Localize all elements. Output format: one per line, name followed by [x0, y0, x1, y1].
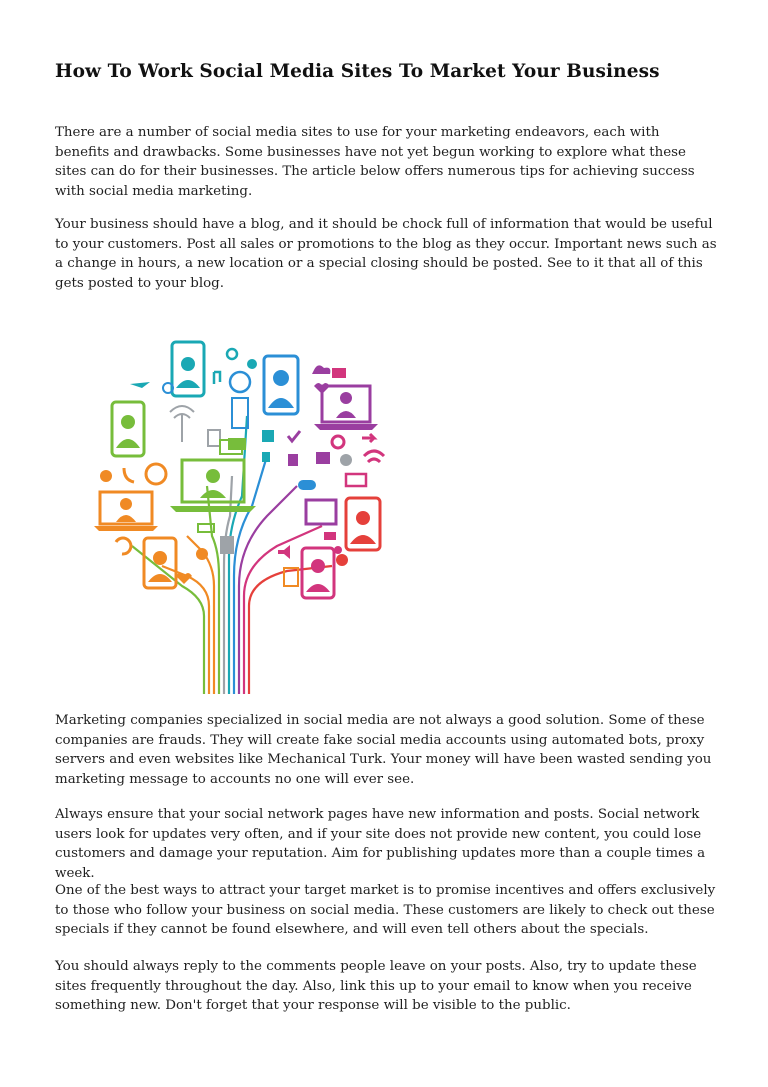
calculator-icon: [220, 536, 234, 554]
paragraph-marketing-companies: Marketing companies specialized in social media are not always a good solution. Some of these companies are frauds. They will create fake social media accounts using automated bots, proxy servers and even websites like Mechanical Turk. Your money will have been wasted sending you marketing message to accounts no one will ever see.: [55, 713, 712, 787]
person-smartphone-icon: [112, 402, 144, 456]
image-icon: [306, 500, 336, 524]
person-tablet-icon: [264, 356, 298, 414]
cloud-blue-icon: [298, 480, 316, 490]
document-icon: [208, 430, 220, 446]
person-phone-orange-icon: [144, 538, 176, 588]
airplane-icon: [130, 382, 150, 388]
person-laptop-orange-icon: [94, 492, 158, 531]
globe-icon: [230, 372, 250, 392]
wifi-tower-icon: [170, 406, 194, 442]
person-phone-icon: [172, 342, 204, 396]
wifi-icon: [364, 451, 384, 462]
page-title: How To Work Social Media Sites To Market Your Business: [55, 61, 660, 82]
sun-icon: [146, 464, 166, 484]
checkmark-icon: [288, 431, 300, 441]
bird-icon: [340, 454, 352, 466]
social-media-tree-illustration: [92, 336, 392, 694]
person-desktop-icon: [170, 460, 256, 512]
music-icon: [214, 372, 220, 384]
paragraph-replies: You should always reply to the comments people leave on your posts. Also, try to update these sites frequently throughout the day. Also, link this up to your email to know when you receive something new. Don't forget that your response will be visible to the public.: [55, 959, 697, 1014]
thumbs-up-icon: [262, 452, 270, 462]
cloud-icon: [312, 365, 330, 374]
paragraph-updates: Always ensure that your social network pages have new information and posts. Social network users look for updates very often, and if your site does not provide new content, you could lose customers and damage your reputation. Aim for publishing updates more than a couple times a week.: [55, 807, 706, 881]
person-laptop-icon: [314, 386, 378, 430]
gift-icon: [316, 452, 330, 464]
settings-icon: [332, 436, 344, 448]
chat-icon: [100, 470, 112, 482]
speaker-icon: [278, 545, 290, 559]
person-phone-red-icon: [302, 548, 334, 598]
badge-icon: [247, 359, 257, 369]
phone-icon: [124, 468, 134, 482]
person-tablet-red-icon: [346, 498, 380, 550]
shopping-basket-icon: [346, 474, 366, 486]
refresh-icon: [116, 538, 131, 554]
arrow-right-icon: [362, 434, 374, 442]
trash-icon: [288, 454, 298, 466]
lightbulb-icon: [196, 548, 208, 560]
video-icon: [332, 368, 346, 378]
paragraph-blog: Your business should have a blog, and it should be chock full of information that would be useful to your customers. Post all sales or promotions to the blog as they occur. Important news such as a change in hours, a new location or a special closing should be posted. See to it that all of this gets posted to your blog.: [55, 217, 717, 291]
chat-red-icon: [336, 554, 348, 566]
lock-icon: [262, 430, 274, 442]
cup-icon: [324, 532, 336, 540]
search-icon: [227, 349, 237, 359]
paragraph-intro: There are a number of social media sites to use for your marketing endeavors, each with benefits and drawbacks. Some businesses have not yet begun working to explore what these sites can do for their businesses. The article below offers numerous tips for achieving success with social media marketing.: [55, 125, 695, 199]
paragraph-incentives: One of the best ways to attract your target market is to promise incentives and offers exclusively to those who follow your business on social media. These customers are likely to check out these specials if they cannot be found elsewhere, and will even tell others about the specials.: [55, 883, 716, 938]
